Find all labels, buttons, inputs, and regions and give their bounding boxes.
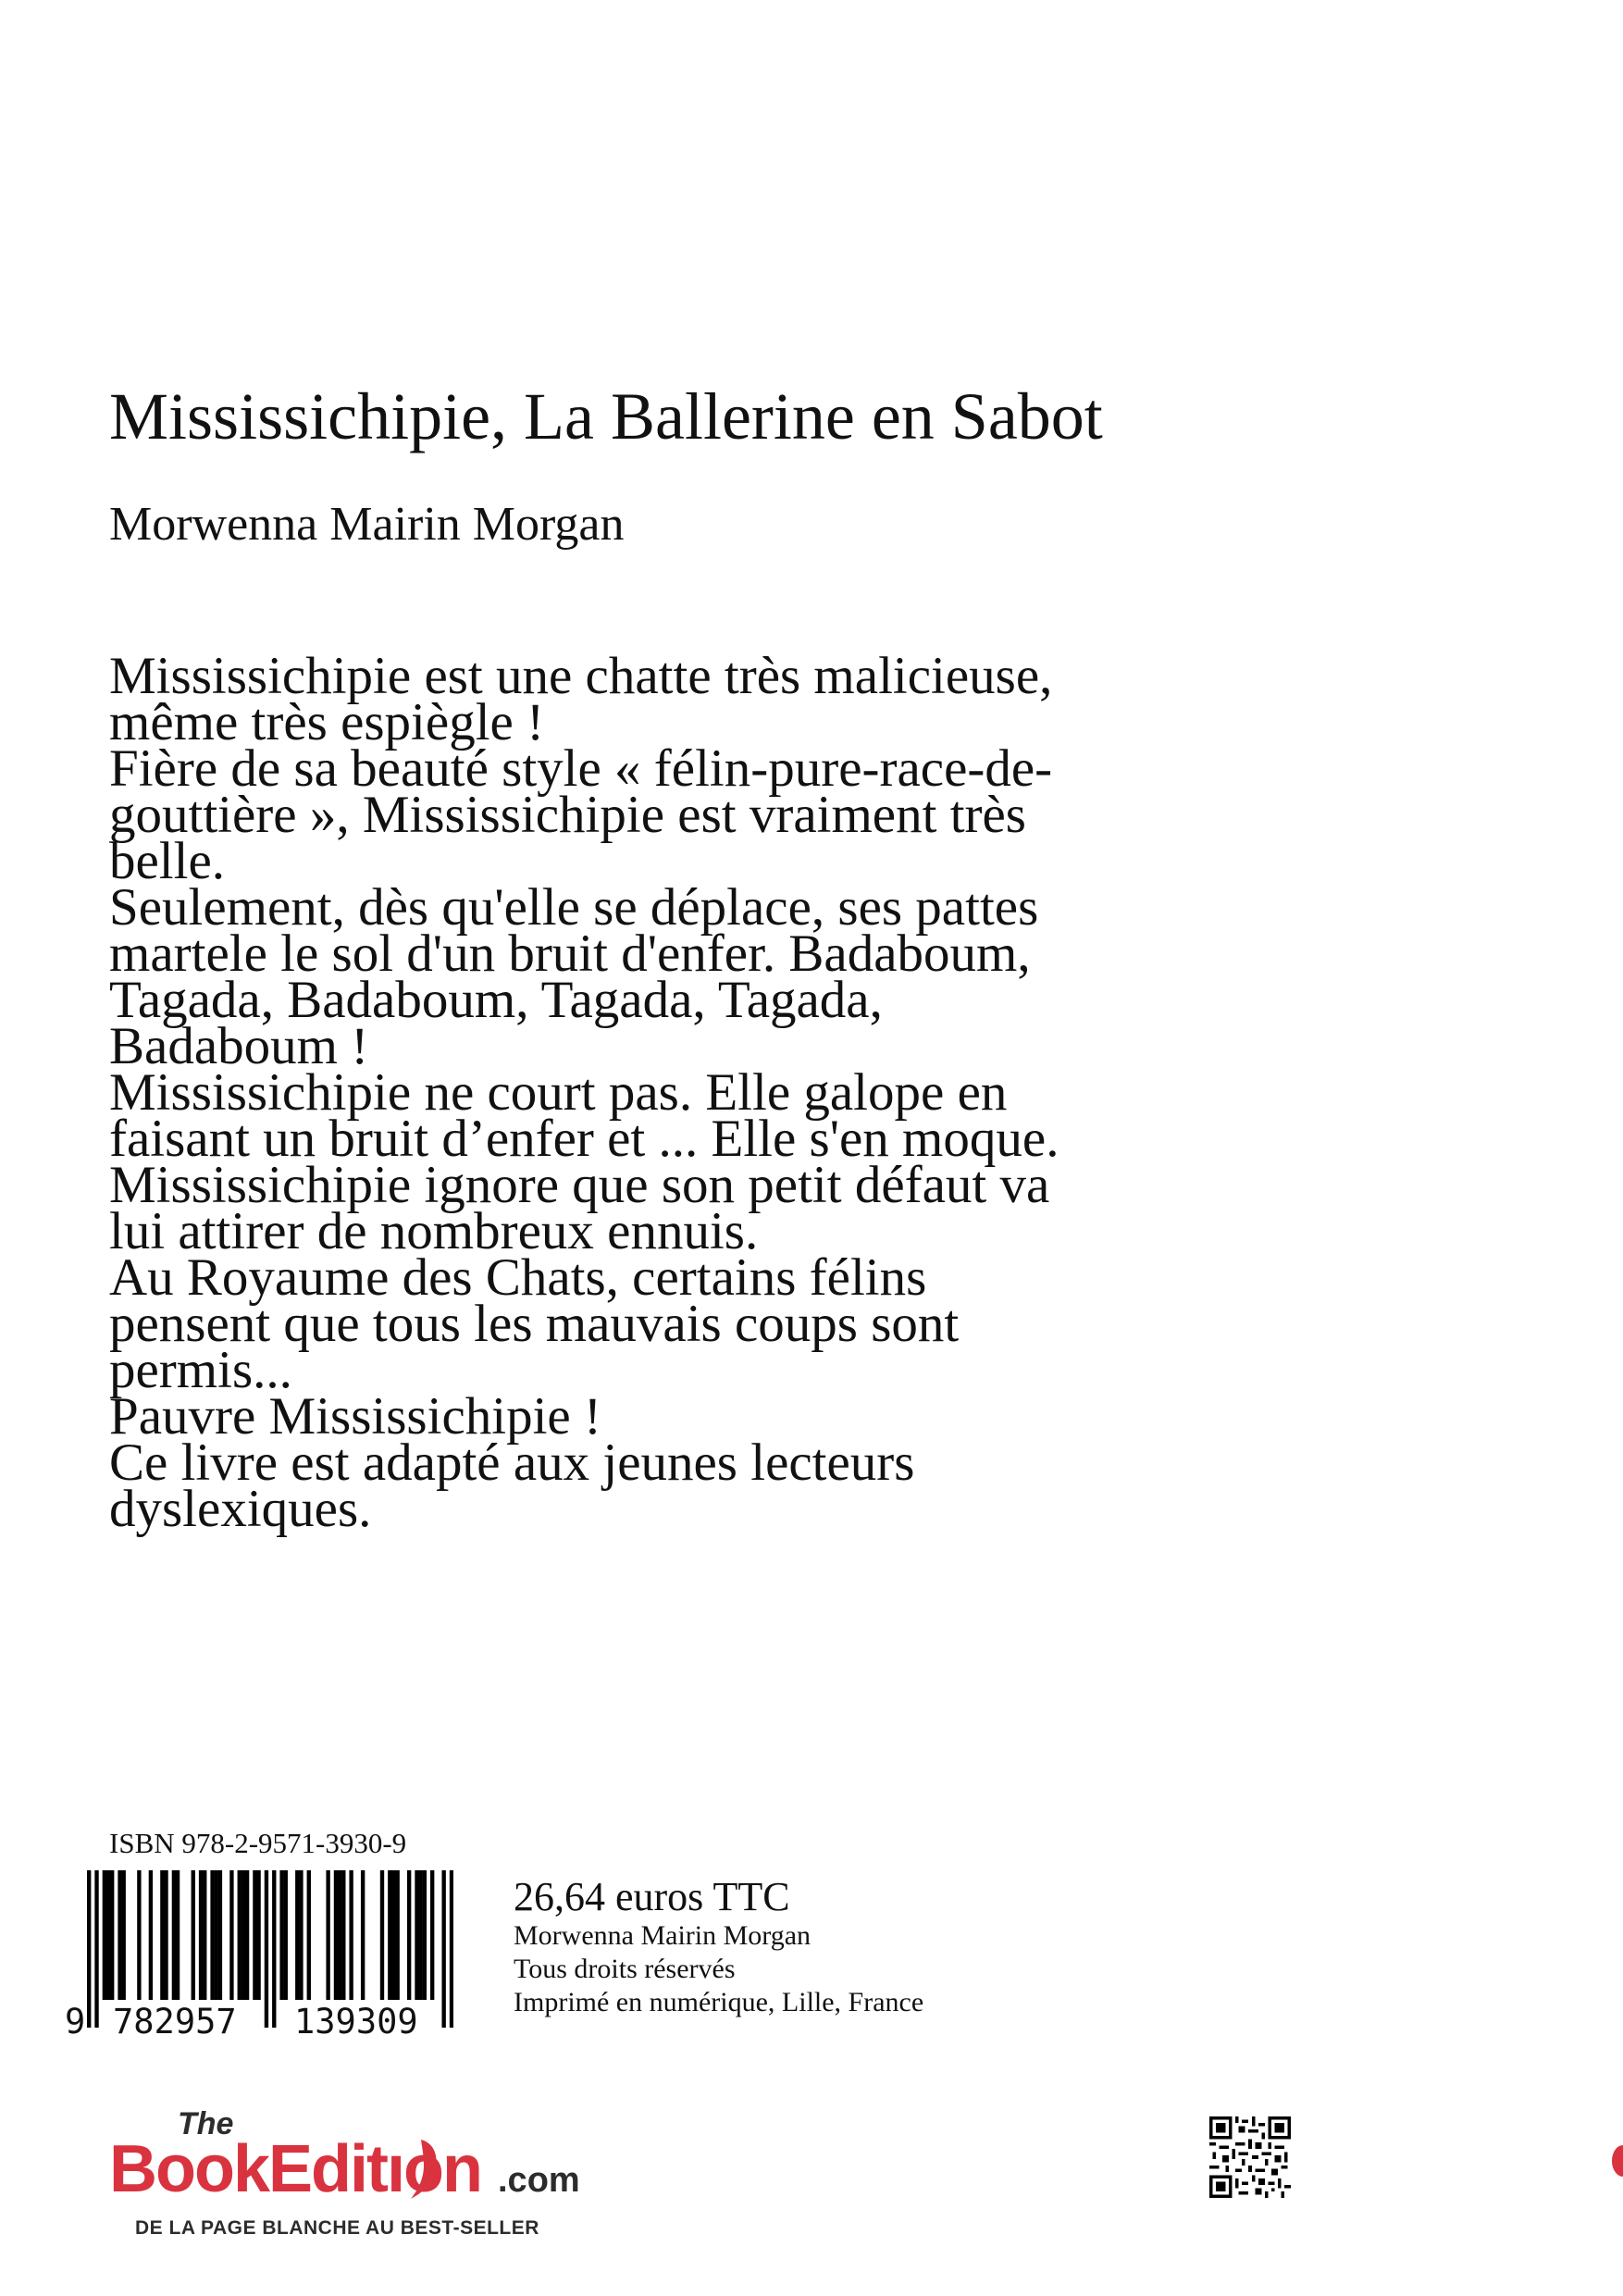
barcode-bar [391,1870,395,2000]
barcode-bar [256,1870,260,2000]
barcode-bar [106,1870,110,2000]
blurb-line: Pauvre Mississichipie ! [109,1387,601,1446]
blurb-line: Badaboum ! [109,1017,369,1075]
svg-text:BookEditıon: BookEditıon [109,2132,481,2206]
qr-code-icon [1209,2116,1291,2198]
barcode-bar [229,1870,233,2000]
back-cover-blurb [109,647,1331,1538]
barcode-bar [380,1870,384,2000]
blurb-line: Mississichipie ignore que son petit défaut va [109,1156,1050,1214]
barcode-bar [203,1870,206,2000]
barcode-bar [215,1870,218,2000]
logo-name-part2: on [403,2132,481,2206]
barcode-bar [238,1870,242,2000]
blurb-line: Ce livre est adapté aux jeunes lecteurs [109,1433,915,1492]
barcode-bar [137,1870,141,2000]
barcode-bar [176,1870,180,2000]
barcode-digit-first: 9 [65,2002,86,2042]
book-title: Mississichipie, La Ballerine en Sabot [109,379,1103,453]
barcode-bar [172,1870,176,2000]
barcode-bar [338,1870,341,2000]
blurb-line: Fière de sa beauté style « félin-pure-race-de- [109,739,1053,798]
barcode-bar [407,1870,411,2000]
logo-prefix: The [178,2106,234,2141]
blurb-line: Au Royaume des Chats, certains félins [109,1248,927,1307]
barcode-bar [284,1870,288,2000]
barcode-bar [307,1870,311,2000]
barcode-bar [430,1870,434,2000]
barcode-bar [149,1870,153,2000]
barcode-bar [395,1870,399,2000]
blurb-line: Mississichipie ne court pas. Elle galope en [109,1063,1008,1122]
logo-domain: .com [498,2161,580,2200]
book-author: Morwenna Mairin Morgan [109,498,625,551]
barcode-bar [388,1870,391,2000]
barcode-bar [118,1870,121,2000]
barcode-bar [210,1870,214,2000]
barcode-bar [418,1870,422,2000]
barcode-digits [65,1999,453,2045]
barcode-bar [122,1870,126,2000]
blurb-line: martele le sol d'un bruit d'enfer. Badaboum, [109,925,1031,983]
barcode-bar [164,1870,167,2000]
barcode-bar [361,1870,365,2000]
blurb-line: pensent que tous les mauvais coups sont [109,1295,960,1353]
barcode-bar [242,1870,245,2000]
blurb-line: Mississichipie est une chatte très malicieuse, [109,647,1053,705]
barcode-bar [279,1870,283,2000]
rights-reserved: Tous droits réservés [514,1954,736,1984]
blurb-line: faisant un bruit d’enfer et ... Elle s'en moque. [109,1110,1059,1168]
barcode-bar [253,1870,256,2000]
blurb-line: Tagada, Badaboum, Tagada, Tagada, [109,971,883,1029]
blurb-line: permis... [109,1341,292,1399]
barcode-bar [199,1870,203,2000]
price: 26,64 euros TTC [514,1874,790,1919]
isbn-label: ISBN 978-2-9571-3930-9 [109,1827,407,1859]
barcode-bar [341,1870,345,2000]
barcode-bar [326,1870,329,2000]
barcode-bar [218,1870,222,2000]
printing-info: Imprimé en numérique, Lille, France [514,1987,924,2017]
barcode-bar [349,1870,353,2000]
blurb-line: gouttière », Mississichipie est vraiment très [109,786,1026,844]
barcode-bar [295,1870,299,2000]
rights-holder: Morwenna Mairin Morgan [514,1920,812,1951]
barcode-digits-left: 782957 [113,2002,237,2042]
blurb-line: belle. [109,832,226,890]
barcode-bar [103,1870,106,2000]
logo-name-part1: BookEdit [109,2132,387,2206]
blurb-line: même très espiègle ! [109,693,545,751]
barcode-bar [299,1870,303,2000]
barcode-bar [415,1870,418,2000]
barcode-bar [110,1870,114,2000]
barcode-digits-right: 139309 [294,2002,418,2042]
barcode-bar [334,1870,338,2000]
blurb-line: lui attirer de nombreux ennuis. [109,1202,759,1260]
logo-tagline: DE LA PAGE BLANCHE AU BEST-SELLER [135,2217,539,2239]
publisher-logo [109,2103,655,2241]
blurb-line: dyslexiques. [109,1480,372,1538]
edge-mark [1612,2145,1623,2177]
barcode-bar [245,1870,249,2000]
barcode-bar [423,1870,427,2000]
barcode-bar [160,1870,164,2000]
barcode-bar [192,1870,195,2000]
blurb-line: Seulement, dès qu'elle se déplace, ses pattes [109,878,1039,937]
